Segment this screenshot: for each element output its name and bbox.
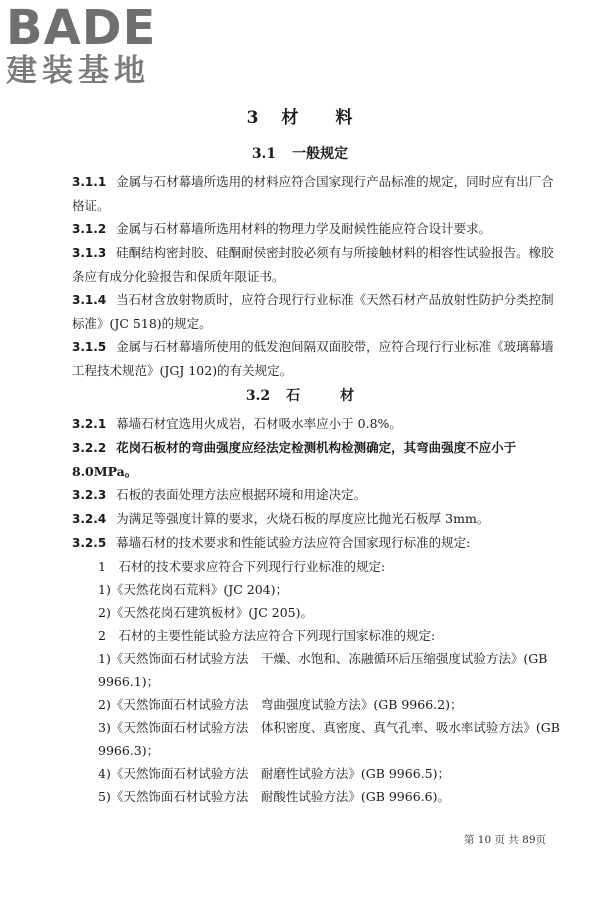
chapter-title-a: 材 xyxy=(281,108,300,128)
sub-item: 2)《天然花岗石建筑板材》(JC 205)。 xyxy=(98,605,313,620)
logo-brand: BADE xyxy=(6,0,157,56)
chapter-title-b: 料 xyxy=(335,108,354,128)
clause: 3.1.4 当石材含放射物质时，应符合现行行业标准《天然石材产品放射性防护分类控制标准》(JC 518)的规定。 xyxy=(72,292,554,331)
clause: 3.2.5 幕墙石材的技术要求和性能试验方法应符合国家现行标准的规定: xyxy=(72,535,471,550)
sub-item: 2 石材的主要性能试验方法应符合下列现行国家标准的规定: xyxy=(98,628,436,643)
section-title-a: 石 xyxy=(286,388,301,404)
chapter-number: 3 xyxy=(246,108,260,128)
clause: 3.2.1 幕墙石材宜选用火成岩，石材吸水率应小于 0.8%。 xyxy=(72,416,402,431)
page-number: 第 10 页 共 89页 xyxy=(463,834,546,846)
logo xyxy=(6,0,178,92)
clause: 3.1.3 硅酮结构密封胶、硅酮耐侯密封胶必须有与所接触材料的相容性试验报告。橡胶条应有成分化验报告和保质年限证书。 xyxy=(72,245,554,284)
section-heading-3-2 xyxy=(0,385,600,405)
section-3-1-body xyxy=(72,170,560,382)
sub-item: 1)《天然花岗石荒料》(JC 204)； xyxy=(98,582,288,597)
sub-item: 1)《天然饰面石材试验方法 干燥、水饱和、冻融循环后压缩强度试验方法》(GB 9966.1)； xyxy=(98,651,548,689)
clause: 3.2.2 花岗石板材的弯曲强度应经法定检测机构检测确定，其弯曲强度不应小于8.0MPa。 xyxy=(72,440,517,479)
clause: 3.1.1 金属与石材幕墙所选用的材料应符合国家现行产品标准的规定，同时应有出厂合格证。 xyxy=(72,174,554,213)
clause: 3.1.2 金属与石材幕墙所选用材料的物理力学及耐候性能应符合设计要求。 xyxy=(72,221,492,236)
clause: 3.2.3 石板的表面处理方法应根据环境和用途决定。 xyxy=(72,487,367,502)
section-heading-3-1 xyxy=(0,143,600,163)
sub-item: 2)《天然饰面石材试验方法 弯曲强度试验方法》(GB 9966.2)； xyxy=(98,697,463,712)
section-number: 3.1 xyxy=(251,146,277,162)
sub-item: 1 石材的技术要求应符合下列现行行业标准的规定: xyxy=(98,559,386,574)
sub-item: 3)《天然饰面石材试验方法 体积密度、真密度、真气孔率、吸水率试验方法》(GB 9966.3)； xyxy=(98,720,560,758)
sub-item: 4)《天然饰面石材试验方法 耐磨性试验方法》(GB 9966.5)； xyxy=(98,766,450,781)
logo-brand-cn: 建装基地 xyxy=(6,53,150,89)
sub-item: 5)《天然饰面石材试验方法 耐酸性试验方法》(GB 9966.6)。 xyxy=(98,789,450,804)
section-title-b: 材 xyxy=(340,388,355,404)
section-number: 3.2 xyxy=(245,388,271,404)
clause: 3.2.4 为满足等强度计算的要求，火烧石板的厚度应比抛光石板厚 3mm。 xyxy=(72,511,490,526)
clause: 3.1.5 金属与石材幕墙所使用的低发泡间隔双面胶带，应符合现行行业标准《玻璃幕墙工程技术规范》(JGJ 102)的有关规定。 xyxy=(72,339,554,378)
section-title: 一般规定 xyxy=(292,146,349,162)
section-3-2-body xyxy=(72,412,560,808)
chapter-title xyxy=(0,103,600,128)
